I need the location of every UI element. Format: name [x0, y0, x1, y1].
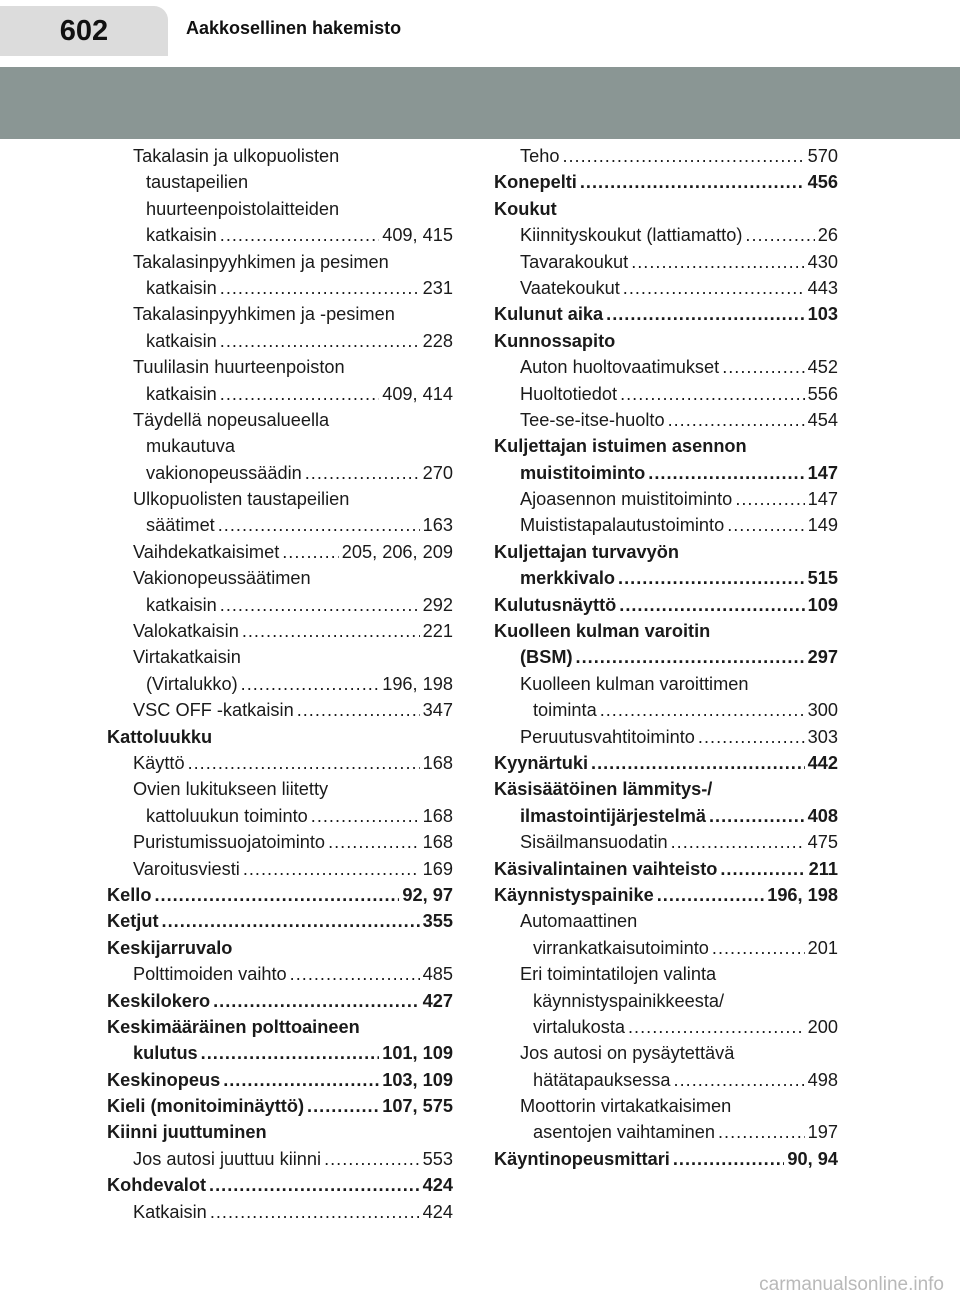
section-title: Aakkosellinen hakemisto: [186, 18, 402, 38]
index-entry-term: Kiinnityskoukut (lattiamatto): [520, 225, 743, 246]
index-entry-term: Keskimääräinen polttoaineen: [107, 1016, 360, 1037]
dot-leader: [648, 460, 804, 486]
index-entry-term: Kyynärtuki: [494, 752, 589, 773]
header-band: [0, 67, 960, 139]
index-entry: [494, 803, 838, 829]
index-entry-page: 408: [807, 805, 838, 826]
index-entry: [107, 196, 453, 222]
index-entry: [107, 697, 453, 723]
index-entry: [494, 697, 838, 723]
dot-leader: [591, 750, 805, 776]
index-entry: [494, 222, 838, 248]
index-entry: [107, 486, 453, 512]
index-entry-page: 103: [807, 304, 838, 325]
index-entry-term: kattoluukun toiminto: [146, 805, 308, 826]
index-entry: [107, 803, 453, 829]
index-entry-page: 103, 109: [382, 1069, 453, 1090]
dot-leader: [619, 592, 804, 618]
page-header: [0, 0, 960, 56]
dot-leader: [735, 486, 804, 512]
index-entry-term: Käsivalintainen vaihteisto: [494, 858, 718, 879]
index-entry: [494, 143, 838, 169]
index-entry-page: 221: [422, 621, 453, 642]
index-entry: [107, 143, 453, 169]
index-entry-term: Kattoluukku: [107, 726, 213, 747]
dot-leader: [188, 750, 420, 776]
index-entry: [494, 301, 838, 327]
index-entry-term: Tuulilasin huurteenpoiston: [133, 357, 345, 378]
index-entry-page: 205, 206, 209: [341, 541, 453, 562]
index-entry-page: 570: [807, 146, 838, 166]
index-entry-page: 228: [422, 330, 453, 351]
index-entry-term: Ovien lukitukseen liitetty: [133, 779, 329, 800]
index-entry: [107, 935, 453, 961]
dot-leader: [712, 935, 805, 961]
index-entry: [494, 724, 838, 750]
index-entry-term: Virtakatkaisin: [133, 647, 241, 668]
index-entry-page: 197: [807, 1122, 838, 1143]
index-entry-term: asentojen vaihtaminen: [533, 1122, 715, 1143]
index-entry: [107, 644, 453, 670]
index-entry: [494, 988, 838, 1014]
index-entry-term: vakionopeussäädin: [146, 462, 302, 483]
dot-leader: [674, 1067, 805, 1093]
index-entry: [107, 381, 453, 407]
index-entry-page: 300: [807, 700, 838, 721]
index-entry-page: 101, 109: [382, 1043, 453, 1064]
index-entry-page: 92, 97: [402, 884, 453, 905]
index-entry-page: 456: [807, 172, 838, 193]
dot-leader: [606, 301, 805, 327]
index-entry-term: Takalasinpyyhkimen ja -pesimen: [133, 304, 395, 325]
index-entry-page: 409, 414: [382, 383, 453, 404]
index-entry-page: 430: [807, 251, 838, 272]
index-entry-page: 475: [807, 832, 838, 853]
index-entry-page: 303: [807, 726, 838, 747]
index-entry-page: 147: [807, 489, 838, 510]
dot-leader: [220, 592, 420, 618]
index-entry: [107, 512, 453, 538]
index-entry: [494, 512, 838, 538]
index-entry: [107, 724, 453, 750]
index-entry-term: (Virtalukko): [146, 673, 238, 694]
index-entry: [494, 433, 838, 459]
dot-leader: [209, 1172, 420, 1198]
index-entry-page: 454: [807, 409, 838, 430]
index-entry-term: Kulunut aika: [494, 304, 604, 325]
index-entry: [107, 776, 453, 802]
index-entry-term: Valokatkaisin: [133, 621, 239, 642]
index-entry-term: hätätapauksessa: [533, 1069, 671, 1090]
index-entry-page: 90, 94: [787, 1148, 838, 1169]
dot-leader: [623, 275, 805, 301]
index-entry: [494, 908, 838, 934]
index-entry-term: Huoltotiedot: [520, 383, 618, 404]
index-entry: [494, 1146, 838, 1172]
index-entry-term: muistitoiminto: [520, 462, 646, 483]
index-entry-page: 270: [422, 462, 453, 483]
index-entry-term: Ajoasennon muistitoiminto: [520, 489, 733, 510]
index-entry-page: 292: [422, 594, 453, 615]
index-entry-term: virtalukosta: [533, 1016, 625, 1037]
dot-leader: [297, 697, 420, 723]
dot-leader: [620, 381, 805, 407]
dot-leader: [698, 724, 805, 750]
index-entry-term: Polttimoiden vaihto: [133, 964, 287, 985]
index-entry-term: Käynnistyspainike: [494, 884, 654, 905]
index-entry-term: Kulutusnäyttö: [494, 594, 617, 615]
index-entry-term: Keskijarruvalo: [107, 937, 233, 958]
index-entry-term: Moottorin virtakatkaisimen: [520, 1096, 732, 1117]
index-entry-term: Vaihdekatkaisimet: [133, 541, 280, 562]
index-entry-page: 211: [808, 858, 838, 879]
index-entry: [107, 988, 453, 1014]
dot-leader: [580, 169, 805, 195]
index-entry-term: virrankatkaisutoiminto: [533, 937, 709, 958]
index-entry-term: Kieli (monitoiminäyttö): [107, 1096, 305, 1117]
index-entry-page: 498: [807, 1069, 838, 1090]
index-entry: [494, 275, 838, 301]
index-entry-term: katkaisin: [146, 277, 217, 298]
index-entry-page: 556: [807, 383, 838, 404]
dot-leader: [307, 1093, 379, 1119]
index-entry-term: mukautuva: [146, 436, 235, 457]
dot-leader: [218, 512, 420, 538]
dot-leader: [154, 882, 399, 908]
index-entry: [107, 275, 453, 301]
index-entry: [107, 856, 453, 882]
dot-leader: [242, 618, 420, 644]
index-entry-term: Kunnossapito: [494, 330, 616, 351]
index-entry: [107, 750, 453, 776]
index-entry-page: 168: [422, 752, 453, 773]
index-entry: [107, 460, 453, 486]
index-entry-page: 515: [807, 568, 838, 589]
index-entry: [107, 1146, 453, 1172]
index-entry-term: Vaatekoukut: [520, 277, 620, 298]
index-entry-term: Käyttö: [133, 752, 185, 773]
dot-leader: [213, 988, 420, 1014]
index-entry: [494, 750, 838, 776]
index-entry-page: 347: [422, 700, 453, 721]
index-entry: [494, 328, 838, 354]
index-entry-page: 424: [422, 1201, 453, 1222]
index-entry-term: VSC OFF -katkaisin: [133, 700, 294, 721]
index-entry-page: 147: [807, 462, 838, 483]
dot-leader: [600, 697, 805, 723]
index-entry-page: 452: [807, 357, 838, 378]
index-entry-term: Vakionopeussäätimen: [133, 568, 311, 589]
index-entry-page: 553: [422, 1148, 453, 1169]
index-entry: [107, 882, 453, 908]
index-entry-term: katkaisin: [146, 383, 217, 404]
index-entry-term: Kuljettajan istuimen asennon: [494, 436, 747, 457]
index-entry: [494, 592, 838, 618]
dot-leader: [720, 856, 805, 882]
index-entry: [107, 539, 453, 565]
index-entry: [494, 618, 838, 644]
index-entry-term: Kuljettajan turvavyön: [494, 541, 679, 562]
dot-leader: [223, 1067, 379, 1093]
index-entry: [494, 169, 838, 195]
index-entry-term: toiminta: [533, 700, 597, 721]
index-entry-term: Jos autosi on pysäytettävä: [520, 1043, 735, 1064]
index-entry: [494, 381, 838, 407]
index-entry: [494, 961, 838, 987]
index-entry-page: 149: [807, 515, 838, 536]
index-entry-page: 107, 575: [382, 1096, 453, 1117]
dot-leader: [243, 856, 420, 882]
index-entry-term: Sisäilmansuodatin: [520, 832, 668, 853]
index-entry-term: Takalasinpyyhkimen ja pesimen: [133, 251, 389, 272]
dot-leader: [618, 565, 805, 591]
dot-leader: [162, 908, 420, 934]
index-entry: [107, 1172, 453, 1198]
index-entry-term: Kello: [107, 884, 152, 905]
dot-leader: [324, 1146, 420, 1172]
index-entry-term: Peruutusvahtitoiminto: [520, 726, 695, 747]
index-entry-term: Kuolleen kulman varoitin: [494, 621, 711, 642]
dot-leader: [562, 143, 804, 169]
index-entry: [107, 1067, 453, 1093]
index-entry: [107, 1014, 453, 1040]
index-entry-term: ilmastointijärjestelmä: [520, 805, 706, 826]
index-entry-page: 196, 198: [767, 884, 838, 905]
dot-leader: [709, 803, 805, 829]
index-entry: [107, 301, 453, 327]
index-entry-term: Teho: [520, 146, 560, 166]
index-entry-term: Eri toimintatilojen valinta: [520, 964, 717, 985]
index-entry-term: käynnistyspainikkeesta/: [533, 990, 725, 1011]
index-entry-term: Kiinni juuttuminen: [107, 1122, 267, 1143]
index-entry: [494, 644, 838, 670]
index-entry-term: taustapeilien: [146, 172, 249, 193]
index-entry: [494, 882, 838, 908]
index-column-right: [494, 143, 838, 1172]
index-entry: [107, 829, 453, 855]
dot-leader: [220, 328, 420, 354]
index-entry: [107, 618, 453, 644]
index-entry: [107, 908, 453, 934]
index-entry-term: Tavarakoukut: [520, 251, 629, 272]
index-entry: [494, 539, 838, 565]
index-entry: [107, 328, 453, 354]
index-entry-term: katkaisin: [146, 330, 217, 351]
index-entry: [107, 433, 453, 459]
index-entry-term: kulutus: [133, 1043, 198, 1064]
index-entry: [494, 249, 838, 275]
dot-leader: [328, 829, 420, 855]
index-entry: [107, 169, 453, 195]
index-entry-page: 169: [422, 858, 453, 879]
index-entry-page: 196, 198: [382, 673, 453, 694]
index-entry: [494, 486, 838, 512]
index-entry-term: Tee-se-itse-huolto: [520, 409, 665, 430]
index-entry-term: Varoitusviesti: [133, 858, 240, 879]
dot-leader: [628, 1014, 805, 1040]
dot-leader: [220, 381, 379, 407]
dot-leader: [290, 961, 420, 987]
index-entry: [494, 407, 838, 433]
index-entry-term: Takalasin ja ulkopuolisten: [133, 146, 340, 166]
index-entry: [107, 671, 453, 697]
dot-leader: [722, 354, 804, 380]
index-entry-page: 442: [807, 752, 838, 773]
index-entry-page: 168: [422, 805, 453, 826]
index-entry: [494, 856, 838, 882]
dot-leader: [671, 829, 805, 855]
index-entry-page: 168: [422, 832, 453, 853]
index-entry-term: Puristumissuojatoiminto: [133, 832, 326, 853]
index-entry: [494, 354, 838, 380]
index-entry-term: Muististapalautustoiminto: [520, 515, 725, 536]
index-entry-term: Ketjut: [107, 911, 159, 932]
dot-leader: [305, 460, 420, 486]
index-entry: [494, 565, 838, 591]
index-entry-term: merkkivalo: [520, 568, 616, 589]
index-entry-term: Konepelti: [494, 172, 577, 193]
index-entry-page: 26: [817, 225, 838, 246]
index-entry-page: 485: [422, 964, 453, 985]
index-entry-page: 201: [807, 937, 838, 958]
dot-leader: [745, 222, 814, 248]
index-entry-page: 200: [807, 1016, 838, 1037]
index-entry-term: Käsisäätöinen lämmitys-/: [494, 779, 713, 800]
index-entry: [107, 249, 453, 275]
index-entry-term: katkaisin: [146, 225, 217, 246]
index-entry-term: Kuolleen kulman varoittimen: [520, 673, 749, 694]
index-entry-term: Ulkopuolisten taustapeilien: [133, 489, 350, 510]
dot-leader: [576, 644, 805, 670]
index-entry: [494, 776, 838, 802]
index-entry-page: 409, 415: [382, 225, 453, 246]
index-entry-term: säätimet: [146, 515, 215, 536]
dot-leader: [668, 407, 805, 433]
dot-leader: [241, 671, 380, 697]
index-entry-term: Täydellä nopeusalueella: [133, 409, 330, 430]
index-entry: [107, 592, 453, 618]
index-entry: [107, 1119, 453, 1145]
dot-leader: [727, 512, 804, 538]
index-entry: [107, 222, 453, 248]
index-entry: [494, 1067, 838, 1093]
index-entry-page: 231: [422, 277, 453, 298]
dot-leader: [657, 882, 764, 908]
index-entry: [107, 1040, 453, 1066]
index-entry-term: Käyntinopeusmittari: [494, 1148, 670, 1169]
index-entry-term: Automaattinen: [520, 911, 638, 932]
dot-leader: [631, 249, 804, 275]
index-entry: [494, 1119, 838, 1145]
index-entry-term: huurteenpoistolaitteiden: [146, 198, 340, 219]
index-entry: [107, 1093, 453, 1119]
index-entry-term: Keskilokero: [107, 990, 211, 1011]
index-entry-term: Katkaisin: [133, 1201, 207, 1222]
dot-leader: [311, 803, 420, 829]
index-column-left: [107, 143, 453, 1225]
index-entry-term: katkaisin: [146, 594, 217, 615]
page-number: 602: [0, 6, 168, 56]
index-entry: [107, 1199, 453, 1225]
index-entry: [494, 671, 838, 697]
index-entry-term: Koukut: [494, 198, 557, 219]
index-entry: [107, 407, 453, 433]
index-entry-page: 297: [807, 647, 838, 668]
index-entry: [107, 565, 453, 591]
index-entry: [494, 1040, 838, 1066]
index-entry-page: 424: [422, 1175, 453, 1196]
dot-leader: [201, 1040, 380, 1066]
dot-leader: [718, 1119, 805, 1145]
index-entry-page: 443: [807, 277, 838, 298]
index-entry: [494, 1014, 838, 1040]
index-entry-page: 427: [422, 990, 453, 1011]
dot-leader: [673, 1146, 785, 1172]
index-entry-term: Keskinopeus: [107, 1069, 221, 1090]
index-entry: [107, 354, 453, 380]
dot-leader: [282, 539, 339, 565]
index-entry-term: Jos autosi juuttuu kiinni: [133, 1148, 322, 1169]
index-entry: [494, 829, 838, 855]
watermark: carmanualsonline.info: [759, 1274, 944, 1295]
index-entry-page: 163: [422, 515, 453, 536]
index-entry: [494, 196, 838, 222]
index-entry: [494, 460, 838, 486]
index-entry-page: 355: [422, 911, 453, 932]
dot-leader: [210, 1199, 420, 1225]
index-entry-term: Auton huoltovaatimukset: [520, 357, 720, 378]
index-entry-page: 109: [807, 594, 838, 615]
dot-leader: [220, 275, 420, 301]
index-entry-term: (BSM): [520, 647, 573, 668]
index-entry-term: Kohdevalot: [107, 1175, 207, 1196]
index-entry: [494, 1093, 838, 1119]
dot-leader: [220, 222, 379, 248]
index-entry: [494, 935, 838, 961]
index-entry: [107, 961, 453, 987]
